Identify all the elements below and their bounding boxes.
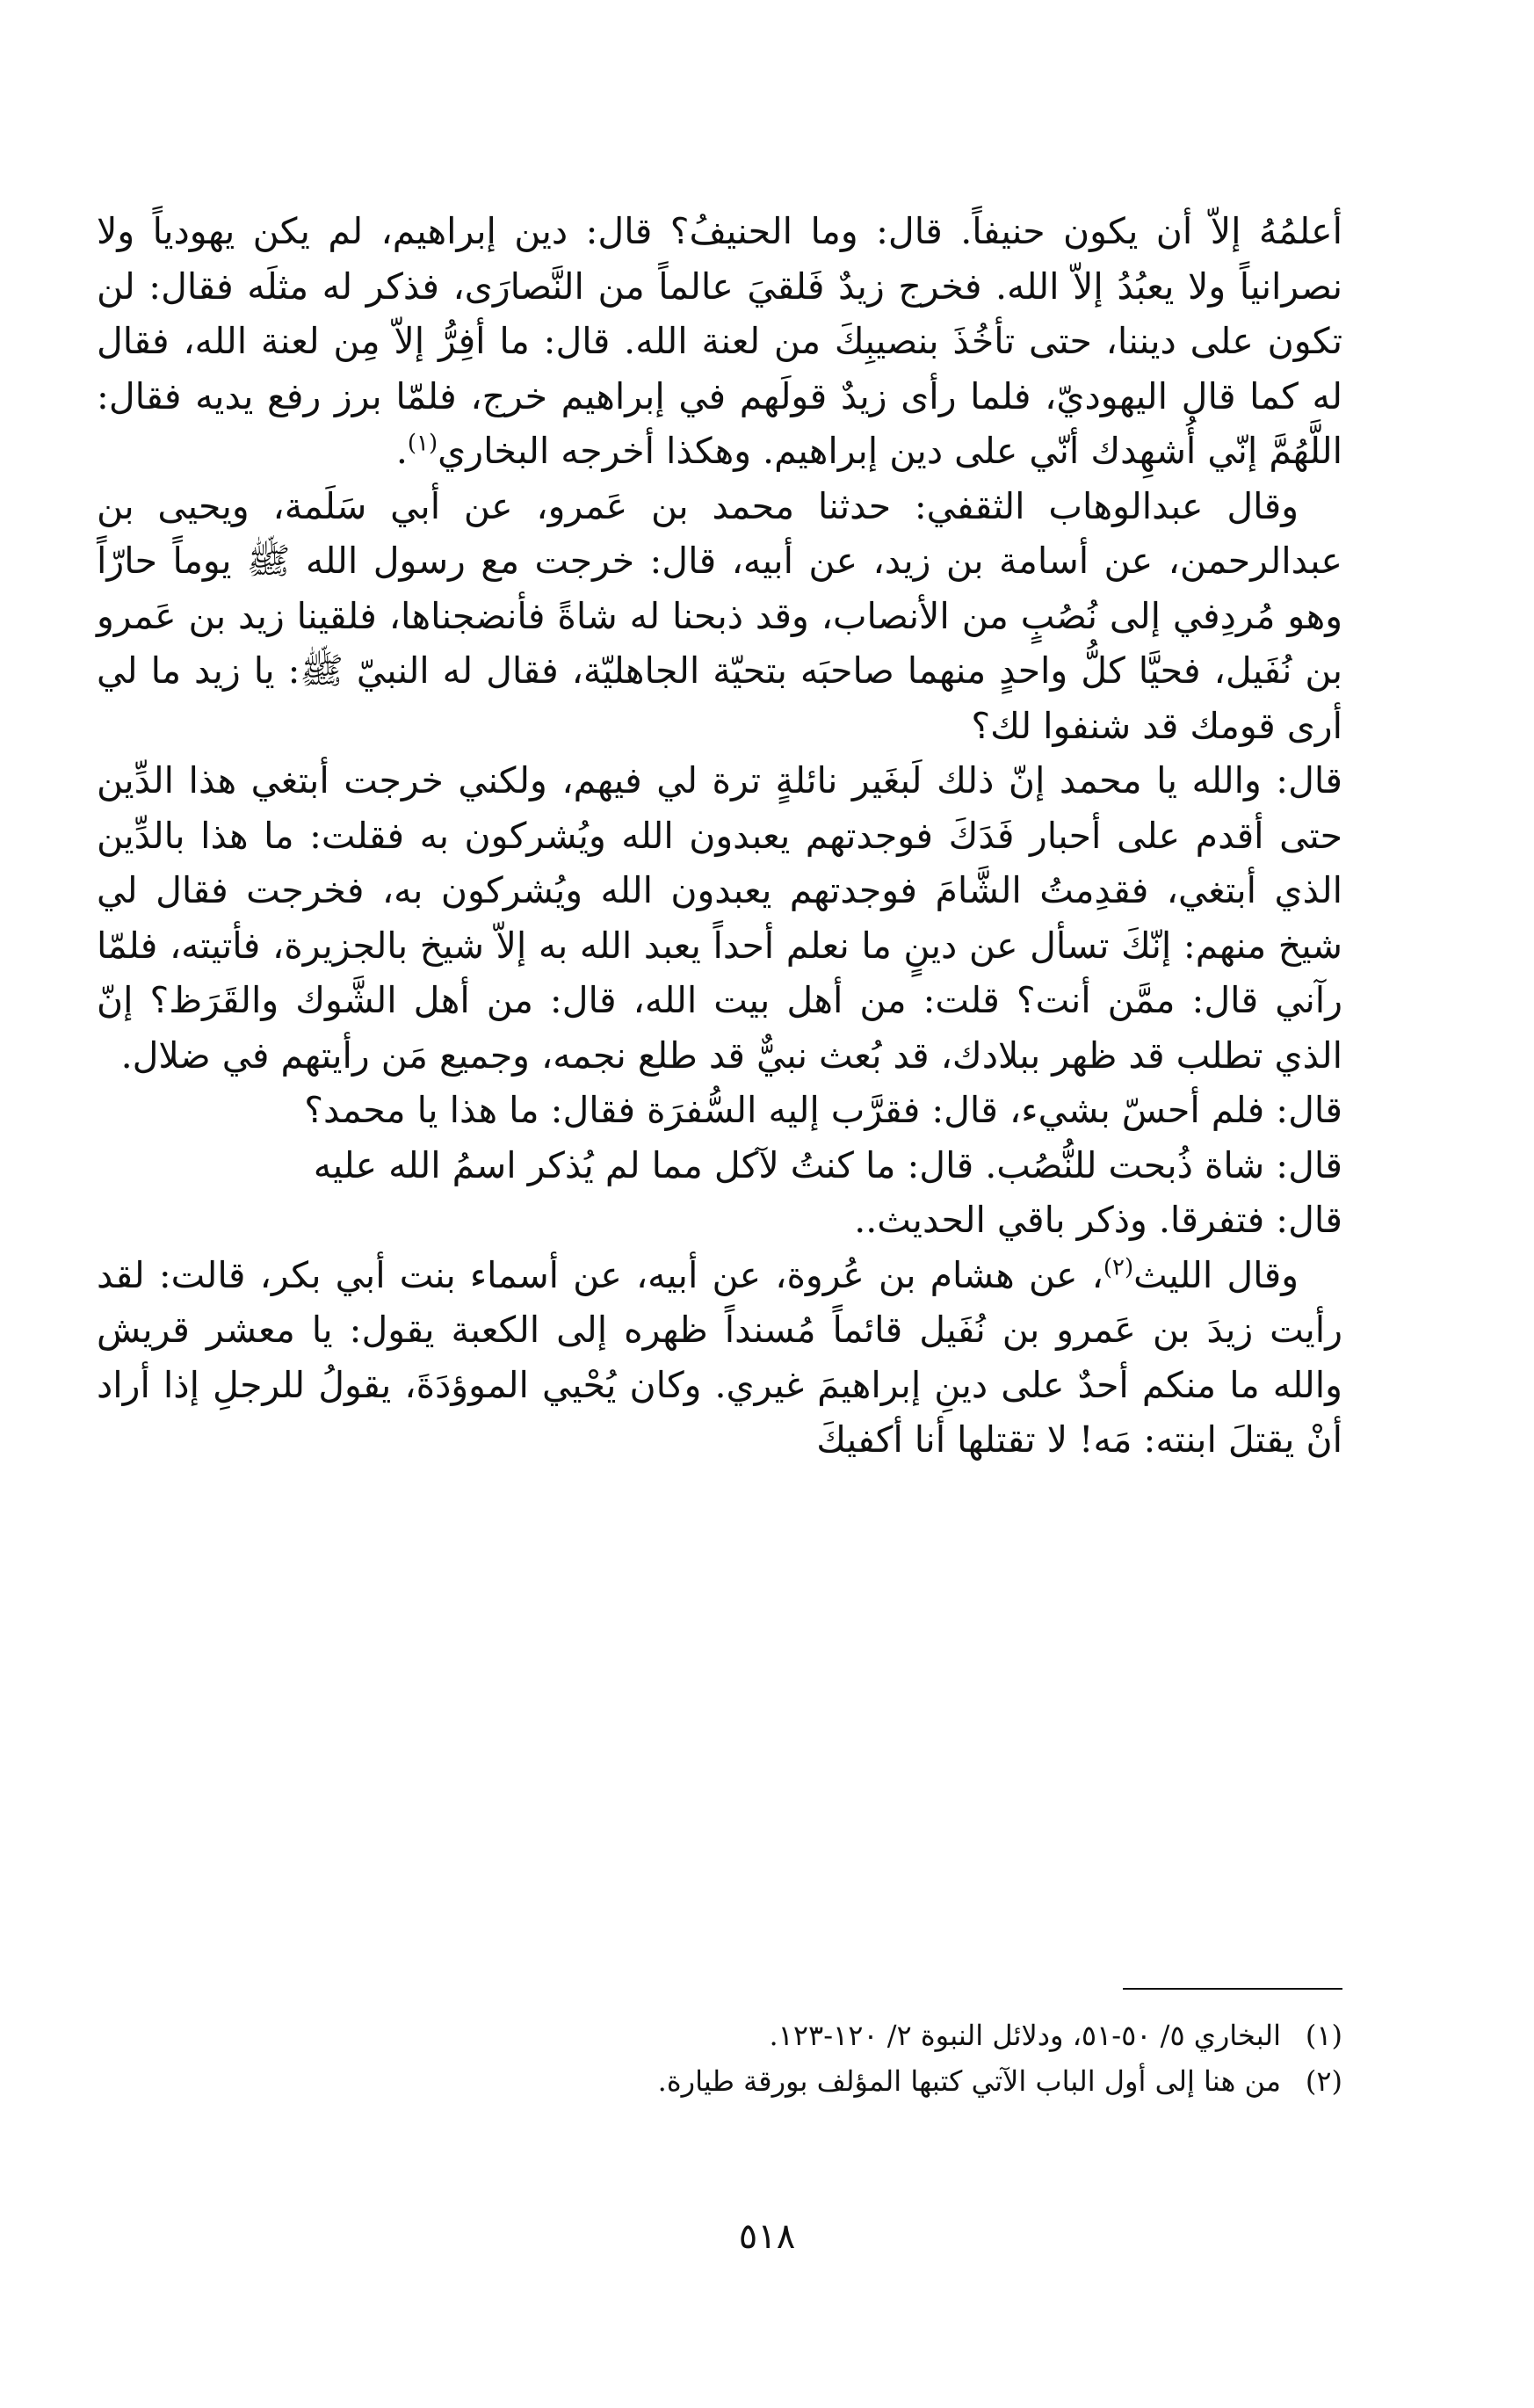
paragraph-7-text: وقال الليث xyxy=(1133,1253,1299,1296)
paragraph-3-text: قال: والله يا محمد إنّ ذلك لَبغَير نائلةٍ ترة لي فيهم، ولكني خرجت أبتغي هذا الدِّين حتى أقدم على أحبار فَدَكَ فوجدتهم يعبدون الله ويُشركون به فقلت: ما هذا بالدِّين الذي أبتغي، فقدِمتُ الشَّامَ فوجدتهم يعبدون الله ويُشركون به، فخرجت فقال لي شيخ منهم: إنّكَ تسأل عن دينٍ ما نعلم أحداً يعبد الله به إلاّ شيخ بالجزيرة، فأتيته، فلمّا رآني قال: ممَّن أنت؟ قلت: من أهل بيت الله، قال: من أهل الشَّوك والقَرَظ؟ إنّ الذي تطلب قد ظهر ببلادك، قد بُعث نبيٌّ قد طلع نجمه، وجميع مَن رأيتهم في ضلال. xyxy=(97,759,1342,1077)
paragraph-6-text: قال: فتفرقا. وذكر باقي الحديث.. xyxy=(854,1199,1342,1241)
paragraph-1-tail: . xyxy=(395,430,408,472)
footnote-marker-1: (١) xyxy=(407,430,438,457)
paragraph-2 xyxy=(97,479,1342,754)
paragraph-6 xyxy=(97,1193,1342,1248)
footnote-2-number: (٢) xyxy=(1305,2064,1342,2098)
paragraph-4 xyxy=(97,1083,1342,1138)
footnotes xyxy=(200,2013,1342,2104)
footnote-2-text: من هنا إلى أول الباب الآتي كتبها المؤلف بورقة طيارة. xyxy=(657,2064,1281,2098)
page-number: ٥١٨ xyxy=(738,2216,796,2257)
body-text xyxy=(97,204,1342,1468)
paragraph-5-text: قال: شاة ذُبحت للنُّصُب. قال: ما كنتُ لآكل مما لم يُذكر اسمُ الله عليه xyxy=(313,1143,1342,1186)
footnote-marker-2: (٢) xyxy=(1103,1253,1134,1280)
paragraph-1-text: أعلمُهُ إلاّ أن يكون حنيفاً. قال: وما الحنيفُ؟ قال: دين إبراهيم، لم يكن يهودياً ولا نصرانياً ولا يعبُدُ إلاّ الله. فخرج زيدٌ فَلقيَ عالماً من النَّصارَى، فذكر له مثلَه فقال: لن تكون على ديننا، حتى تأخُذَ بنصيبِكَ من لعنة الله. قال: ما أفِرُّ إلاّ مِن لعنة الله، فقال له كما قال اليهوديّ، فلما رأى زيدٌ قولَهم في إبراهيم خرج، فلمّا برز رفع يديه فقال: اللَّهُمَّ إنّي أُشهِدك أنّي على دين إبراهيم. وهكذا أخرجه البخاري xyxy=(97,210,1343,472)
paragraph-1 xyxy=(97,204,1342,479)
footnote-divider xyxy=(1123,1988,1342,1990)
paragraph-2-text: وقال عبدالوهاب الثقفي: حدثنا محمد بن عَمرو، عن أبي سَلَمة، ويحيى بن عبدالرحمن، عن أسامة بن زيد، عن أبيه، قال: خرجت مع رسول الله ﷺ يوماً حارّاً وهو مُردِفي إلى نُصُبٍ من الأنصاب، وقد ذبحنا له شاةً فأنضجناها، فلقينا زيد بن عَمرو بن نُفَيل، فحيَّا كلُّ واحدٍ منهما صاحبَه بتحيّة الجاهليّة، فقال له النبيّ ﷺ: يا زيد ما لي أرى قومك قد شنفوا لك؟ xyxy=(97,484,1342,747)
footnote-1-number: (١) xyxy=(1305,2019,1342,2052)
paragraph-7-tail: ، عن هشام بن عُروة، عن أبيه، عن أسماء بنت أبي بكر، قالت: لقد رأيت زيدَ بن عَمرو بن نُفَيل قائماً مُسنداً ظهره إلى الكعبة يقول: يا معشر قريش والله ما منكم أحدٌ على دينِ إبراهيمَ غيري. وكان يُحْيي الموؤدَةَ، يقولُ للرجلِ إذا أراد أنْ يقتلَ ابنته: مَه! لا تقتلها أنا أكفيكَ xyxy=(97,1253,1342,1461)
footnote-1 xyxy=(200,2013,1342,2058)
paragraph-5 xyxy=(97,1138,1342,1193)
paragraph-4-text: قال: فلم أحسّ بشيء، قال: فقرَّب إليه السُّفرَة فقال: ما هذا يا محمد؟ xyxy=(304,1089,1342,1131)
footnote-1-text: البخاري ٥/ ٥٠-٥١، ودلائل النبوة ٢/ ١٢٠-١٢٣. xyxy=(769,2019,1281,2052)
paragraph-7 xyxy=(97,1248,1342,1468)
footnote-2 xyxy=(200,2058,1342,2104)
paragraph-3 xyxy=(97,753,1342,1083)
